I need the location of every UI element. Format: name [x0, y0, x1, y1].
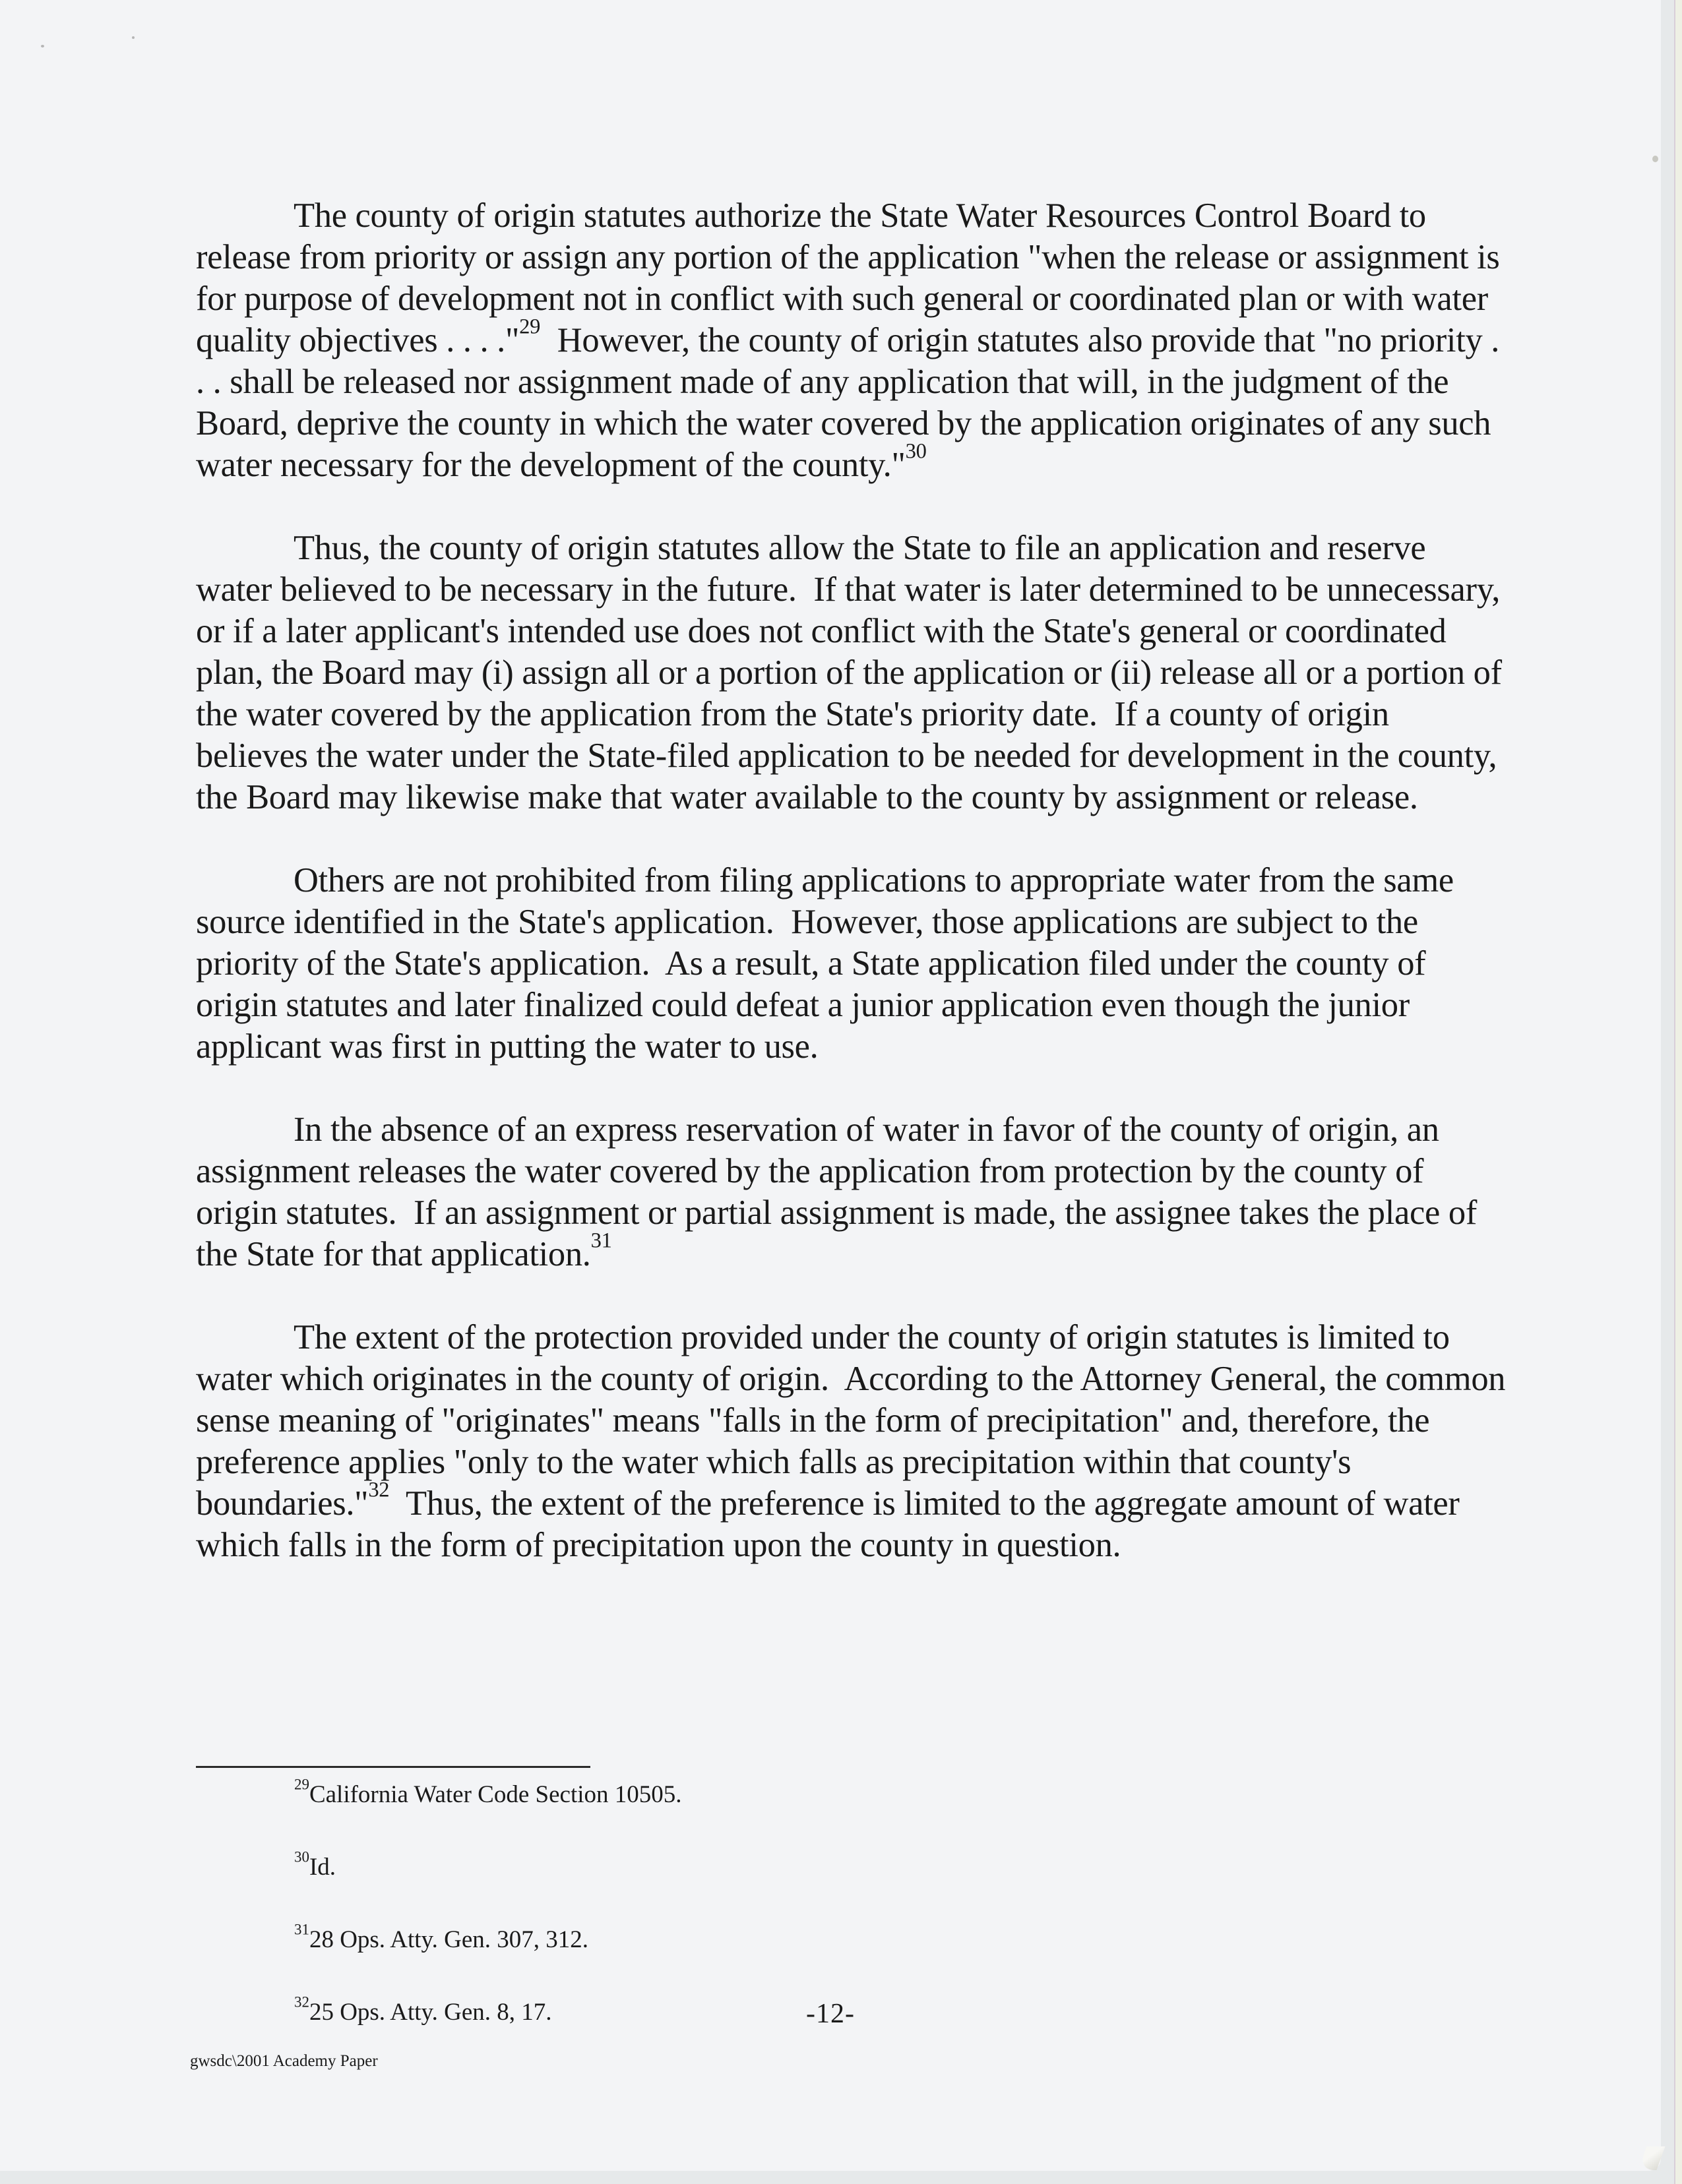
footnote-ref-29[interactable]: 29 [519, 315, 541, 339]
footnote-number: 32 [294, 1993, 309, 2011]
paragraph-text: Thus, the county of origin statutes allow the State to file an application and reserve water believed to be necessary in the future. If that water is later determined to be unnecessary, or if a later applicant's intended use does not conflict with the State's general or coordinated plan, the Board may (i) assign all or a portion of the application or (ii) release all or a portion of the water covered by the application from the State's priority date. If a county of origin believes the water under the State-filed application to be needed for development in the county, the Board may likewise make that water available to the county by assignment or release. [196, 529, 1511, 816]
scan-edge [1674, 0, 1682, 2184]
paragraph-3 [196, 860, 1509, 1068]
scan-speck [41, 45, 44, 47]
footnotes [294, 1776, 682, 2071]
footnote-text: 28 Ops. Atty. Gen. 307, 312. [309, 1926, 589, 1953]
body-text [196, 195, 1514, 1608]
footnote-32 [294, 1993, 682, 2027]
scan-speck [132, 36, 135, 39]
page-number: -12- [806, 1999, 855, 2029]
file-path-label: gwsdc\2001 Academy Paper [190, 2052, 378, 2070]
footnote-ref-31[interactable]: 31 [590, 1228, 612, 1253]
paragraph-text: However, the county of origin statutes also provide that "no priority . . . shall be released nor assignment made of any application that will, in the judgment of the Board, deprive the county in which the water covered by the application originates of any such water necessary for the development of the county." [196, 321, 1508, 484]
footnote-31 [294, 1921, 682, 1955]
paragraph-1 [196, 195, 1509, 486]
paragraph-2 [196, 528, 1509, 818]
footnote-number: 30 [294, 1848, 309, 1866]
footnote-30 [294, 1848, 682, 1882]
paragraph-text: In the absence of an express reservation of water in favor of the county of origin, an assignment releases the water covered by the application from protection by the county of origin statutes. If an assignment or partial assignment is made, the assignee takes the place of the State for that application. [196, 1110, 1485, 1273]
paragraph-text: Others are not prohibited from filing applications to appropriate water from the same source identified in the State's application. However, those applications are subject to the priority of the State's application. As a result, a State application filed under the county of origin statutes and later finalized could defeat a junior application even though the junior applicant was first in putting the water to use. [196, 861, 1462, 1066]
paragraph-text: The county of origin statutes authorize the State Water Resources Control Board to release from priority or assign any portion of the application "when the release or assignment is for purpose of development not in conflict with such general or coordinated plan or with water quality objectives . . . ." [196, 197, 1500, 359]
footnote-ref-32[interactable]: 32 [368, 1478, 390, 1502]
footnote-ref-30[interactable]: 30 [905, 439, 927, 464]
footnote-number: 31 [294, 1921, 309, 1938]
paragraph-text: Thus, the extent of the preference is limited to the aggregate amount of water which falls in the form of precipitation upon the county in question. [196, 1484, 1468, 1564]
footnote-29 [294, 1776, 682, 1809]
paragraph-4 [196, 1109, 1509, 1275]
footnote-number: 29 [294, 1776, 309, 1793]
footnote-text: California Water Code Section 10505. [309, 1781, 682, 1808]
scan-speck [1652, 156, 1658, 162]
footnote-text: 25 Ops. Atty. Gen. 8, 17. [309, 1999, 552, 2026]
paragraph-text: The extent of the protection provided under the county of origin statutes is limited to water which originates in the county of origin. According to the Attorney General, the common sense meaning of "originates" means "falls in the form of precipitation" and, therefore, the preference applies "only to the water which falls as precipitation within that county's boundaries." [196, 1318, 1514, 1523]
paragraph-5 [196, 1317, 1514, 1566]
footnote-text: Id. [309, 1854, 336, 1881]
footnote-separator [196, 1766, 590, 1768]
